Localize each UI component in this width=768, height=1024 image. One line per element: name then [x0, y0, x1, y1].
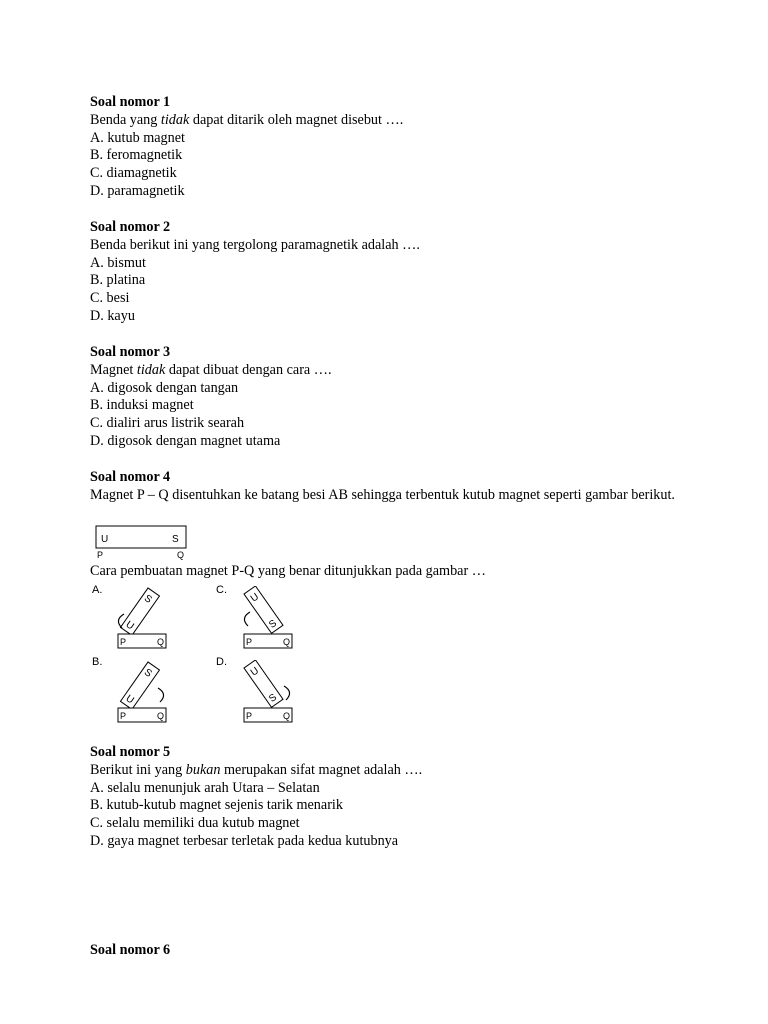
question-3-option-b[interactable]: B. induksi magnet — [90, 397, 194, 414]
figure-c-label-u: U — [248, 591, 261, 605]
figure-option-d-svg — [236, 660, 300, 728]
reference-magnet-figure — [94, 522, 190, 565]
figure-b-label-s: S — [141, 666, 154, 680]
question-4-followup: Cara pembuatan magnet P-Q yang benar ditunjukkan pada gambar … — [90, 563, 486, 579]
question-1-stem: Benda yang tidak dapat ditarik oleh magnet disebut …. — [90, 111, 404, 128]
question-3-option-c[interactable]: C. dialiri arus listrik searah — [90, 415, 245, 432]
question-4-title: Soal nomor 4 — [90, 469, 171, 485]
figure-option-c-svg — [236, 586, 300, 654]
figure-option-a-letter[interactable]: A. — [92, 584, 103, 596]
figure-c-label-q: Q — [283, 637, 291, 647]
question-2-stem: Benda berikut ini yang tergolong paramagnetik adalah …. — [90, 236, 420, 253]
reference-label-p: P — [97, 550, 104, 560]
figure-d-label-s: S — [267, 691, 279, 705]
figure-d-label-p: P — [246, 711, 253, 721]
figure-option-c-letter[interactable]: C. — [216, 584, 227, 596]
figure-c-arrow-icon — [244, 612, 250, 626]
question-3-option-a[interactable]: A. digosok dengan tangan — [90, 379, 239, 396]
figure-b-arrow-icon — [158, 688, 164, 702]
question-5-stem: Berikut ini yang bukan merupakan sifat magnet adalah …. — [90, 761, 423, 778]
reference-label-q: Q — [177, 550, 185, 560]
question-1-option-c[interactable]: C. diamagnetik — [90, 165, 177, 182]
figure-option-b-svg — [110, 660, 174, 728]
figure-option-b[interactable] — [110, 660, 174, 733]
figure-d-label-u: U — [248, 665, 261, 679]
question-4-stem: Magnet P – Q disentuhkan ke batang besi AB sehingga terbentuk kutub magnet seperti gambar berikut. — [90, 486, 675, 503]
figure-a-label-p: P — [120, 637, 127, 647]
figure-c-label-s: S — [267, 617, 279, 631]
figure-c-label-p: P — [246, 637, 253, 647]
figure-a-label-s: S — [141, 592, 154, 606]
question-3-stem: Magnet tidak dapat dibuat dengan cara …. — [90, 361, 332, 378]
question-2-title: Soal nomor 2 — [90, 219, 171, 235]
reference-magnet-svg — [94, 522, 190, 560]
question-6-title: Soal nomor 6 — [90, 942, 171, 958]
question-5-option-c[interactable]: C. selalu memiliki dua kutub magnet — [90, 815, 300, 832]
question-5-title: Soal nomor 5 — [90, 744, 171, 760]
question-2-option-b[interactable]: B. platina — [90, 272, 146, 289]
question-3-title: Soal nomor 3 — [90, 344, 171, 360]
figure-b-label-p: P — [120, 711, 127, 721]
question-1-title: Soal nomor 1 — [90, 94, 171, 110]
question-3 — [90, 344, 678, 451]
question-3-option-d[interactable]: D. digosok dengan magnet utama — [90, 432, 281, 449]
question-5-option-d[interactable]: D. gaya magnet terbesar terletak pada kedua kutubnya — [90, 832, 399, 849]
figure-a-label-u: U — [123, 619, 136, 633]
question-5 — [90, 744, 678, 851]
figure-option-a[interactable] — [110, 586, 174, 659]
question-6 — [90, 942, 678, 960]
question-4 — [90, 469, 678, 505]
figure-b-label-u: U — [123, 693, 136, 707]
figure-option-d-letter[interactable]: D. — [216, 656, 227, 668]
question-2-option-d[interactable]: D. kayu — [90, 307, 135, 324]
figure-b-label-q: Q — [157, 711, 165, 721]
reference-label-u: U — [101, 534, 109, 545]
question-1-option-b[interactable]: B. feromagnetik — [90, 147, 183, 164]
question-1-option-a[interactable]: A. kutub magnet — [90, 129, 185, 146]
question-5-option-a[interactable]: A. selalu menunjuk arah Utara – Selatan — [90, 779, 320, 796]
figure-a-label-q: Q — [157, 637, 165, 647]
question-2 — [90, 219, 678, 326]
figure-d-arrow-icon — [284, 686, 290, 700]
question-1 — [90, 94, 678, 201]
question-4-followup-wrap — [90, 563, 678, 581]
question-1-option-d[interactable]: D. paramagnetik — [90, 182, 185, 199]
figure-option-c[interactable] — [236, 586, 300, 659]
figure-option-b-letter[interactable]: B. — [92, 656, 103, 668]
question-5-option-b[interactable]: B. kutub-kutub magnet sejenis tarik menarik — [90, 797, 343, 814]
reference-label-s: S — [172, 534, 179, 545]
figure-option-a-svg — [110, 586, 174, 654]
figure-d-label-q: Q — [283, 711, 291, 721]
question-2-option-c[interactable]: C. besi — [90, 290, 130, 307]
question-2-option-a[interactable]: A. bismut — [90, 254, 146, 271]
figure-option-d[interactable] — [236, 660, 300, 733]
